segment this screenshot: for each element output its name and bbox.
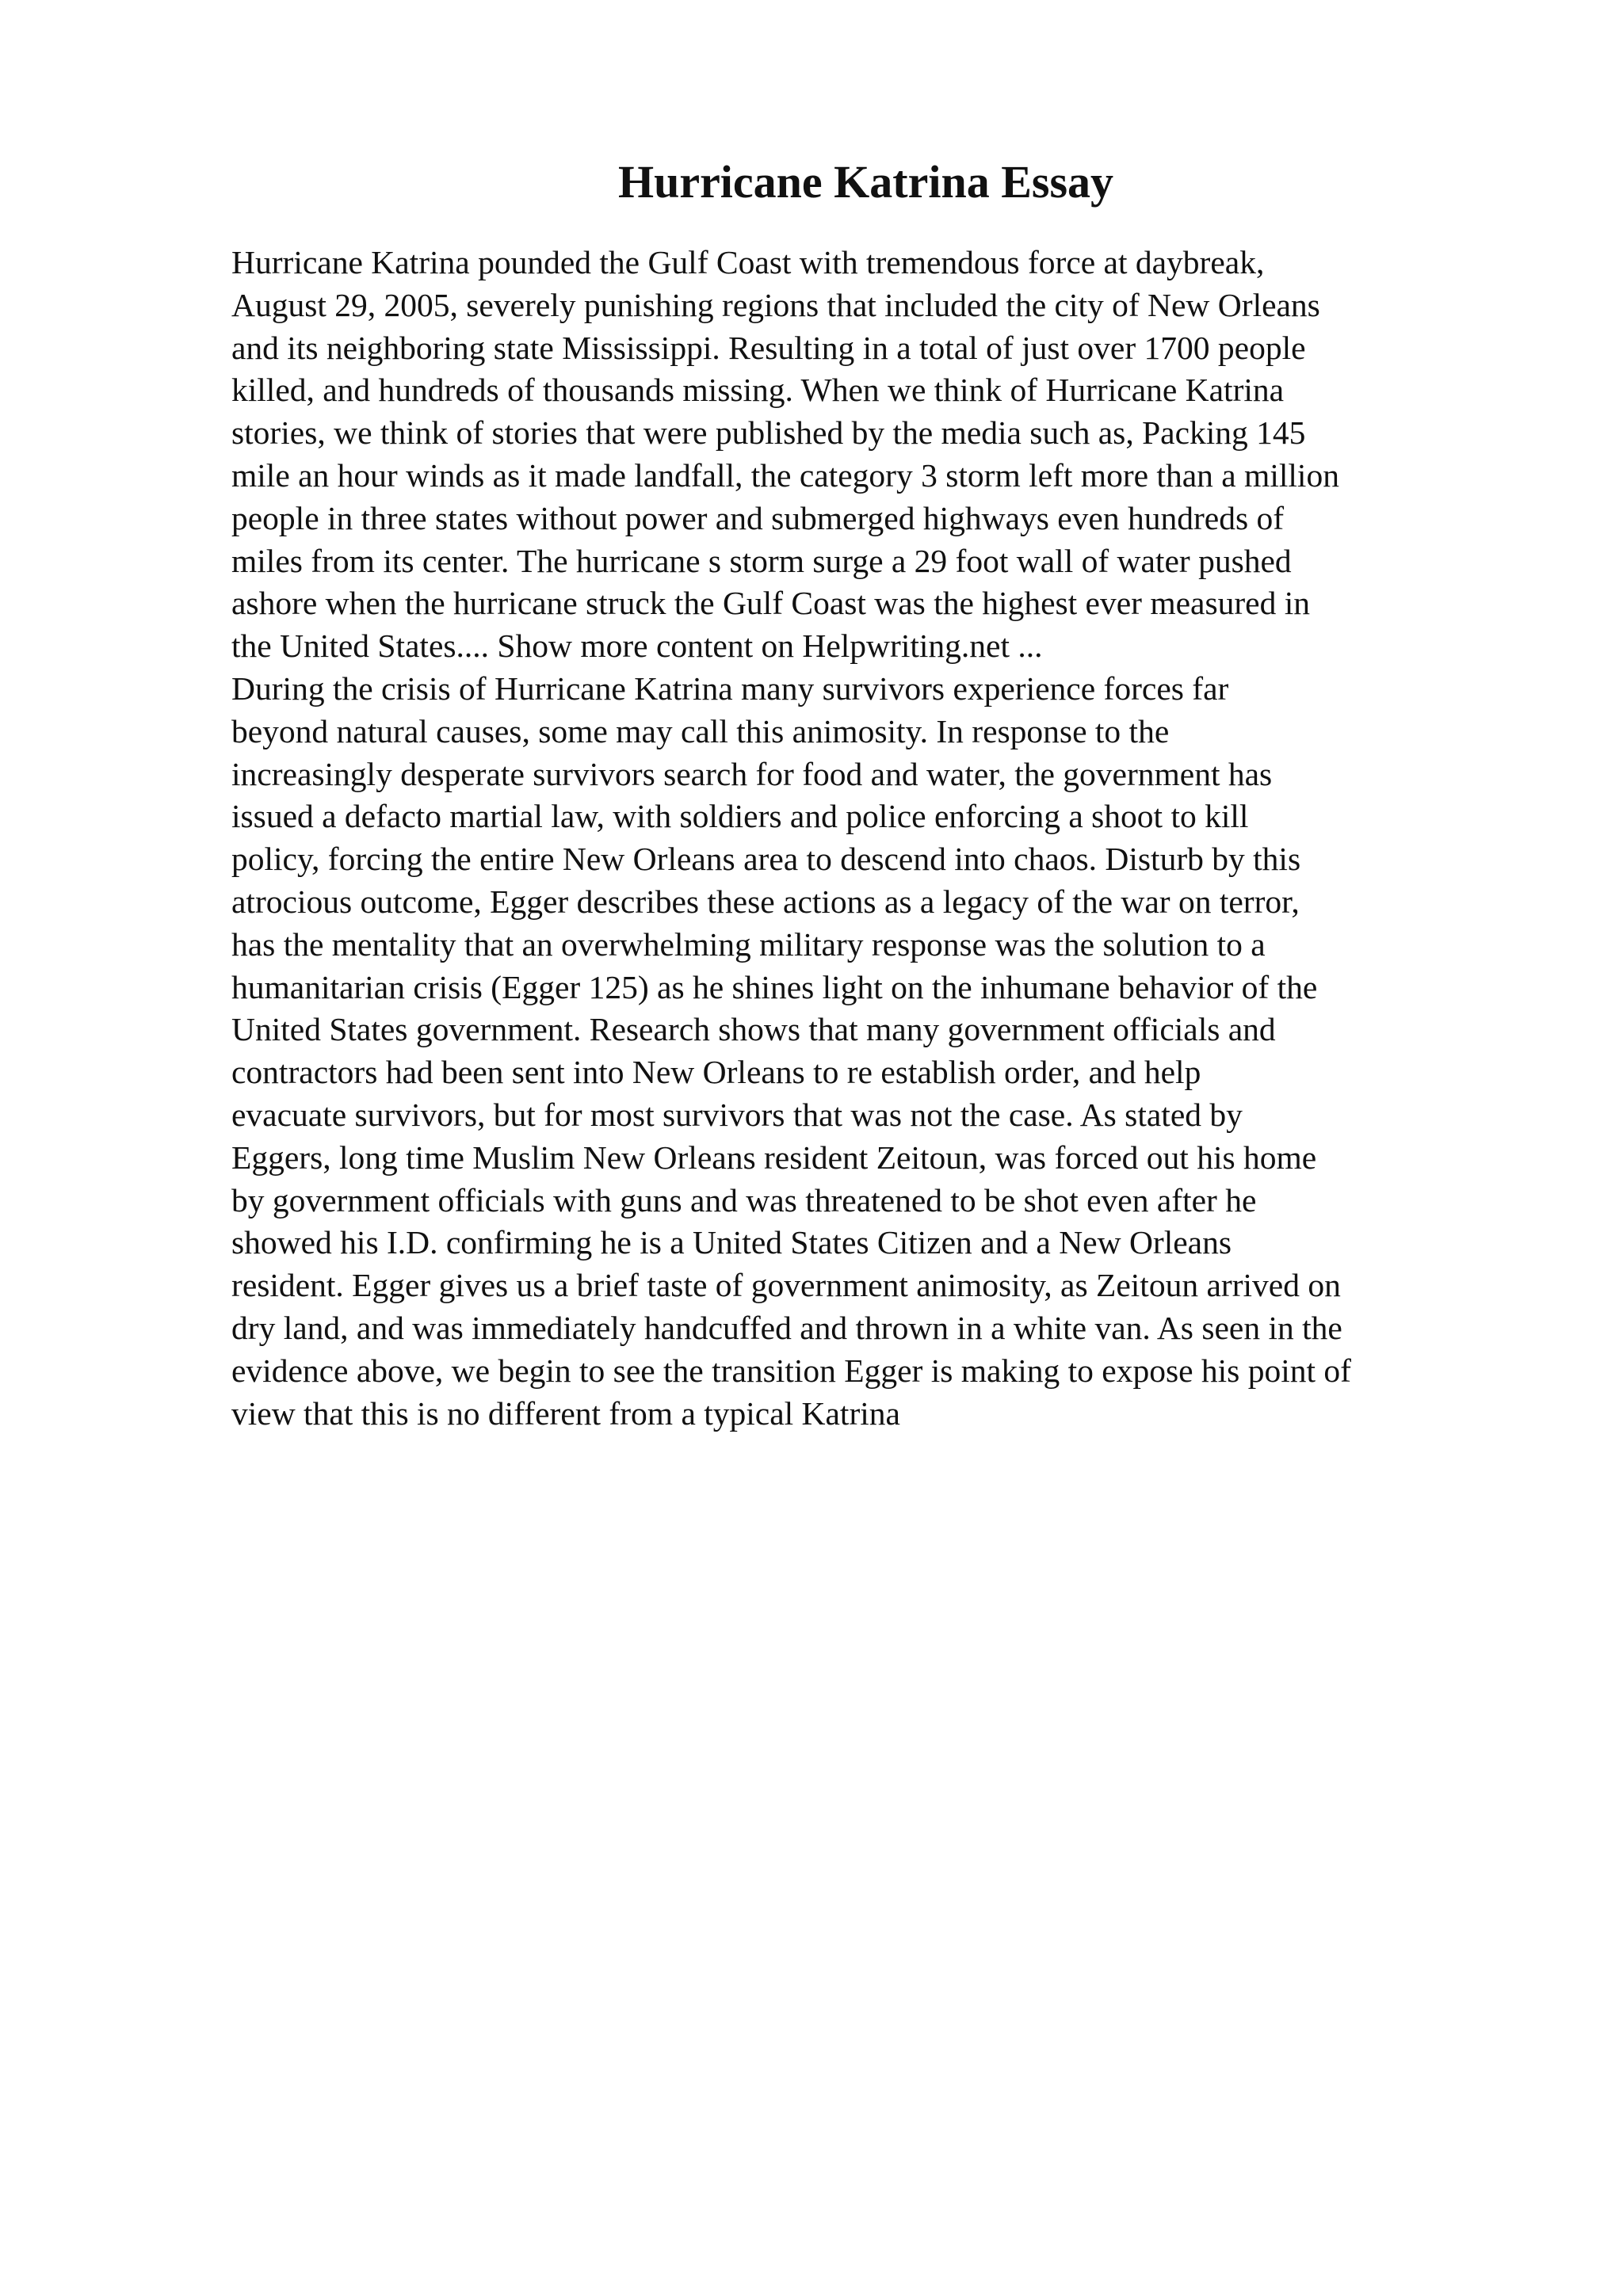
text-line: United States government. Research shows that many government officials and	[231, 1011, 1276, 1048]
text-line: showed his I.D. confirming he is a United States Citizen and a New Orleans	[231, 1224, 1232, 1261]
text-line: ashore when the hurricane struck the Gulf Coast was the highest ever measured in	[231, 585, 1310, 622]
text-line: stories, we think of stories that were published by the media such as, Packing 145	[231, 414, 1306, 452]
text-line: atrocious outcome, Egger describes these actions as a legacy of the war on terror,	[231, 883, 1300, 920]
text-line: mile an hour winds as it made landfall, the category 3 storm left more than a million	[231, 456, 1339, 494]
text-line: miles from its center. The hurricane s storm surge a 29 foot wall of water pushed	[231, 542, 1292, 579]
text-line: policy, forcing the entire New Orleans area to descend into chaos. Disturb by this	[231, 841, 1301, 878]
text-line: and its neighboring state Mississippi. Resulting in a total of just over 1700 people	[231, 329, 1306, 366]
text-line: dry land, and was immediately handcuffed and thrown in a white van. As seen in the	[231, 1309, 1342, 1346]
text-line: increasingly desperate survivors search for food and water, the government has	[231, 755, 1273, 792]
page-title: Hurricane Katrina Essay	[617, 156, 1114, 208]
text-line: contractors had been sent into New Orleans to re establish order, and help	[231, 1054, 1201, 1091]
text-line: beyond natural causes, some may call this animosity. In response to the	[231, 712, 1170, 749]
text-line: has the mentality that an overwhelming military response was the solution to a	[231, 925, 1266, 963]
text-line: issued a defacto martial law, with soldiers and police enforcing a shoot to kill	[231, 798, 1249, 835]
text-line: view that this is no different from a typical Katrina	[231, 1394, 900, 1432]
essay-body	[231, 242, 1594, 1435]
text-line: Hurricane Katrina pounded the Gulf Coast with tremendous force at daybreak,	[231, 244, 1265, 280]
text-line: August 29, 2005, severely punishing regions that included the city of New Orleans	[231, 286, 1320, 323]
text-line: killed, and hundreds of thousands missing. When we think of Hurricane Katrina	[231, 372, 1285, 409]
text-line: evidence above, we begin to see the transition Egger is making to expose his point of	[231, 1352, 1351, 1389]
text-line: people in three states without power and submerged highways even hundreds of	[231, 499, 1285, 536]
text-line: evacuate survivors, but for most survivors that was not the case. As stated by	[231, 1096, 1243, 1133]
text-line: Eggers, long time Muslim New Orleans resident Zeitoun, was forced out his home	[231, 1138, 1317, 1176]
text-line: resident. Egger gives us a brief taste of government animosity, as Zeitoun arrived on	[231, 1267, 1341, 1304]
text-line: humanitarian crisis (Egger 125) as he shines light on the inhumane behavior of the	[231, 968, 1318, 1005]
text-line: the United States.... Show more content on Helpwriting.net ...	[231, 627, 1043, 665]
text-line: by government officials with guns and was threatened to be shot even after he	[231, 1181, 1257, 1219]
text-line: During the crisis of Hurricane Katrina many survivors experience forces far	[231, 669, 1229, 707]
